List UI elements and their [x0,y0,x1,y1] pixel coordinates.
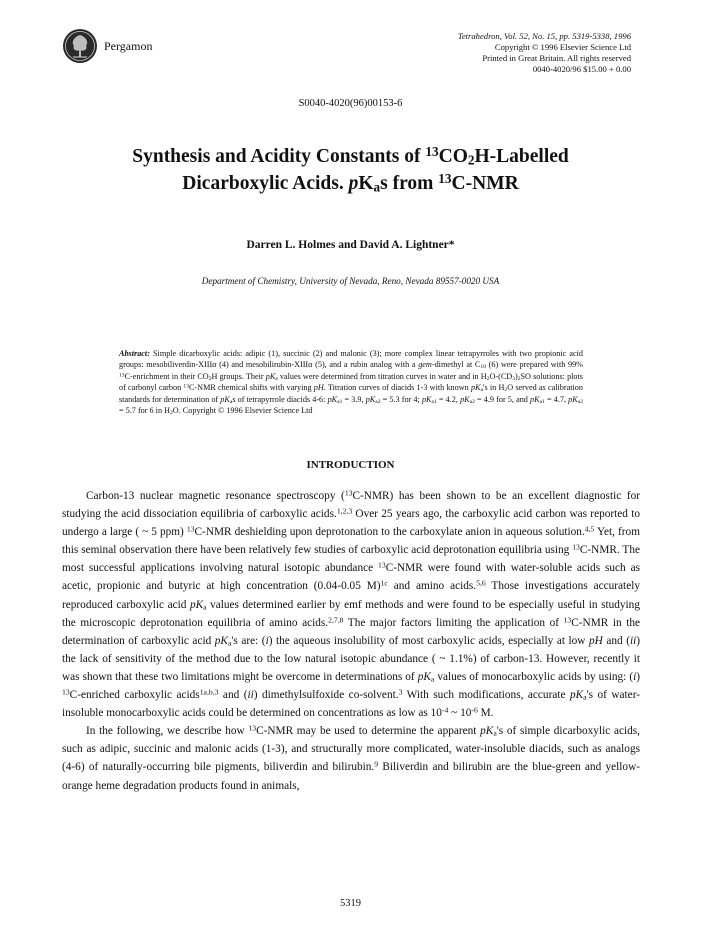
title-line-2: Dicarboxylic Acids. $pK_as$ from $^{13}$C-NMR [182,171,519,195]
paragraph-1: Carbon-13 nuclear magnetic resonance spectroscopy ($^{13}$C-NMR) has been shown to be an excellent diagnostic for studying the acid dissociation equilibria of carboxylic acids.$^{1,2,3}$ Over 25 years ago, the carboxylic acid carbon was reported to undergo a large ( ~ 5 ppm) $^{13}$C-NMR deshielding upon deprotonation to the carboxylate anion in aqueous solution.$^{4,5}$ Yet, from this seminal observation there have been relatively few studies of carboxylic acid deprotonation equilibria using $^{13}$C-NMR. The most successful applications involving natural isotopic abundance $^{13}$C-NMR were found with water-soluble acids such as acetic, propionic and butyric at high concentration (0.04-0.05 M)$^{1c}$ and amino acids.$^{5,6}$ Those investigations accurately reproduced carboxylic acid $pK_a$ values determined earlier by emf methods and were found to be especially useful in studying the microscopic deprotonation equilibria of amino acids.$^{2,7,8}$ The major factors limiting the application of $^{13}$C-NMR in the determination of carboxylic acid $pK_a's$ are: (i) the aqueous insolubility of most carboxylic acids, especially at low pH and (ii) the lack of sensitivity of the method due to the low natural isotopic abundance ( ~ 1.1%) of carbon-13. However, recently it was shown that these two limitations might be overcome in determinations of $pK_a$ values of monocarboxylic acids by using: (i) $^{13}$C-enriched carboxylic acids$^{1a,b,3}$ and (ii) dimethylsulfoxide co-solvent.$^3$ With such modifications, accurate $pK_a's$ of water-insoluble monocarboxylic acids could be determined on concentrations as low as $10^{-4}$ ~ $10^{-6}$ M. [62,488,641,720]
journal-citation: Tetrahedron, Vol. 52, No. 15, pp. 5319-5338, 1996 [457,31,631,41]
body-text [62,487,640,795]
abstract-label: Abstract: [119,349,150,358]
affiliation: Department of Chemistry, University of Nevada, Reno, Nevada 89557-0020 USA [201,276,500,286]
paragraph-2: In the following, we describe how $^{13}$C-NMR may be used to determine the apparent $pK_a's$ of simple dicarboxylic acids, such as adipic, succinic and malonic acids (1-3), and structurally more complicated, water-insoluble diacids, such as analogs (4-6) of naturally-occurring bile pigments, biliverdin and bilirubin.$^9$ Biliverdin and bilirubin are the blue-green and yellow-orange heme degradation products found in animals, [62,723,640,792]
copyright-line: Copyright © 1996 Elsevier Science Ltd [494,42,631,52]
journal-info [458,31,631,75]
article-identifier: S0040-4020(96)00153-6 [298,98,403,109]
page-number: 5319 [340,898,361,909]
publisher-name: Pergamon [104,39,153,53]
title-line-1: Synthesis and Acidity Constants of $^{13}CO_2H$-Labelled [132,144,569,168]
author-list: Darren L. Holmes and David A. Lightner* [246,239,455,251]
abstract: Abstract: Simple dicarboxylic acids: adipic (1), succinic (2) and malonic (3); more complex linear tetrapyrroles with two propionic acid groups: mesobiliverdin-XIIIα (4) and mesobilirubin-XIIIα (5), and a rubin analog with a gem-dimethyl at $C_{10}$ (6) were prepared with 99% $^{13}$C-enrichment in their $CO_2H$ groups. Their $pK_a$ values were determined from titration curves in water and in $H_2O-(CD_3)_2SO$ solutions: plots of carbonyl carbon $^{13}$C-NMR chemical shifts with varying pH. Titration curves of diacids 1-3 with known $pK_a's$ in $H_2O$ served as calibration standards for determination of $pK_as$ of tetrapyrrole diacids 4-6: $pK_{a1} = 3.9$, $pK_{a2} = 5.3$ for 4; $pK_{a1} = 4.2$, $pK_{a2} = 4.9$ for 5, and $pK_{a1} = 4.7$, $pK_{a2} = 5.7$ for 6 in $H_2O$. Copyright © 1996 Elsevier Science Ltd [119,349,583,417]
publisher-logo [62,28,98,64]
printed-line: Printed in Great Britain. All rights reserved [482,53,631,63]
section-heading-introduction: INTRODUCTION [306,459,395,471]
article-title [0,143,701,197]
price-line: 0040-4020/96 $15.00 + 0.00 [532,64,631,74]
tree-emblem-icon [62,28,98,64]
